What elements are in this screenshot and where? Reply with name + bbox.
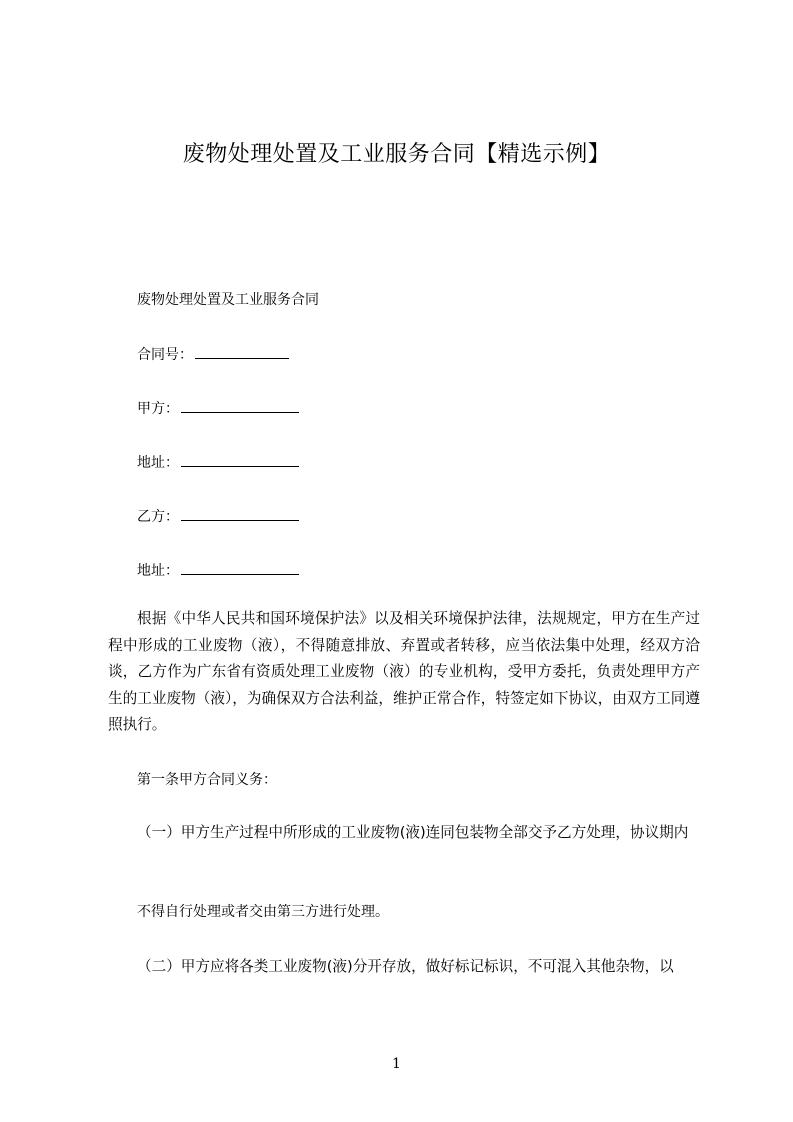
contract-subtitle: 废物处理处置及工业服务合同 bbox=[137, 292, 319, 308]
address-b-label: 地址： bbox=[137, 563, 179, 579]
address-a-field bbox=[137, 452, 299, 473]
clause-1: （一）甲方生产过程中所形成的工业废物(液)连同包装物全部交予乙方处理，协议期内 bbox=[137, 824, 689, 841]
address-b-blank bbox=[181, 560, 299, 575]
address-a-label: 地址： bbox=[137, 455, 179, 471]
party-b-blank bbox=[181, 506, 299, 521]
contract-number-field bbox=[137, 344, 289, 365]
party-a-label: 甲方： bbox=[137, 401, 179, 417]
address-b-field bbox=[137, 560, 299, 581]
document-title: 废物处理处置及工业服务合同【精选示例】 bbox=[182, 142, 611, 167]
article-1-heading: 第一条甲方合同义务： bbox=[137, 772, 277, 788]
contract-number-label: 合同号： bbox=[137, 347, 193, 363]
party-b-label: 乙方： bbox=[137, 509, 179, 525]
party-a-blank bbox=[181, 398, 299, 413]
page-number: 1 bbox=[392, 1056, 401, 1072]
address-a-blank bbox=[181, 452, 299, 467]
clause-1-continued: 不得自行处理或者交由第三方进行处理。 bbox=[137, 904, 389, 920]
party-a-field bbox=[137, 398, 299, 419]
clause-2: （二）甲方应将各类工业废物(液)分开存放，做好标记标识，不可混入其他杂物，以 bbox=[137, 958, 674, 975]
contract-number-blank bbox=[195, 344, 289, 359]
intro-paragraph: 根据《中华人民共和国环境保护法》以及相关环境保护法律，法规规定，甲方在生产过程中形成的工业废物（液），不得随意排放、弃置或者转移，应当依法集中处理，经双方洽谈，乙方作为广东省有资质处理工业废物（液）的专业机构，受甲方委托，负责处理甲方产生的工业废物（液），为确保双方合法利益，维护正常合作，特签定如下协议，由双方工同遵照执行。 bbox=[108, 610, 700, 734]
party-b-field bbox=[137, 506, 299, 527]
